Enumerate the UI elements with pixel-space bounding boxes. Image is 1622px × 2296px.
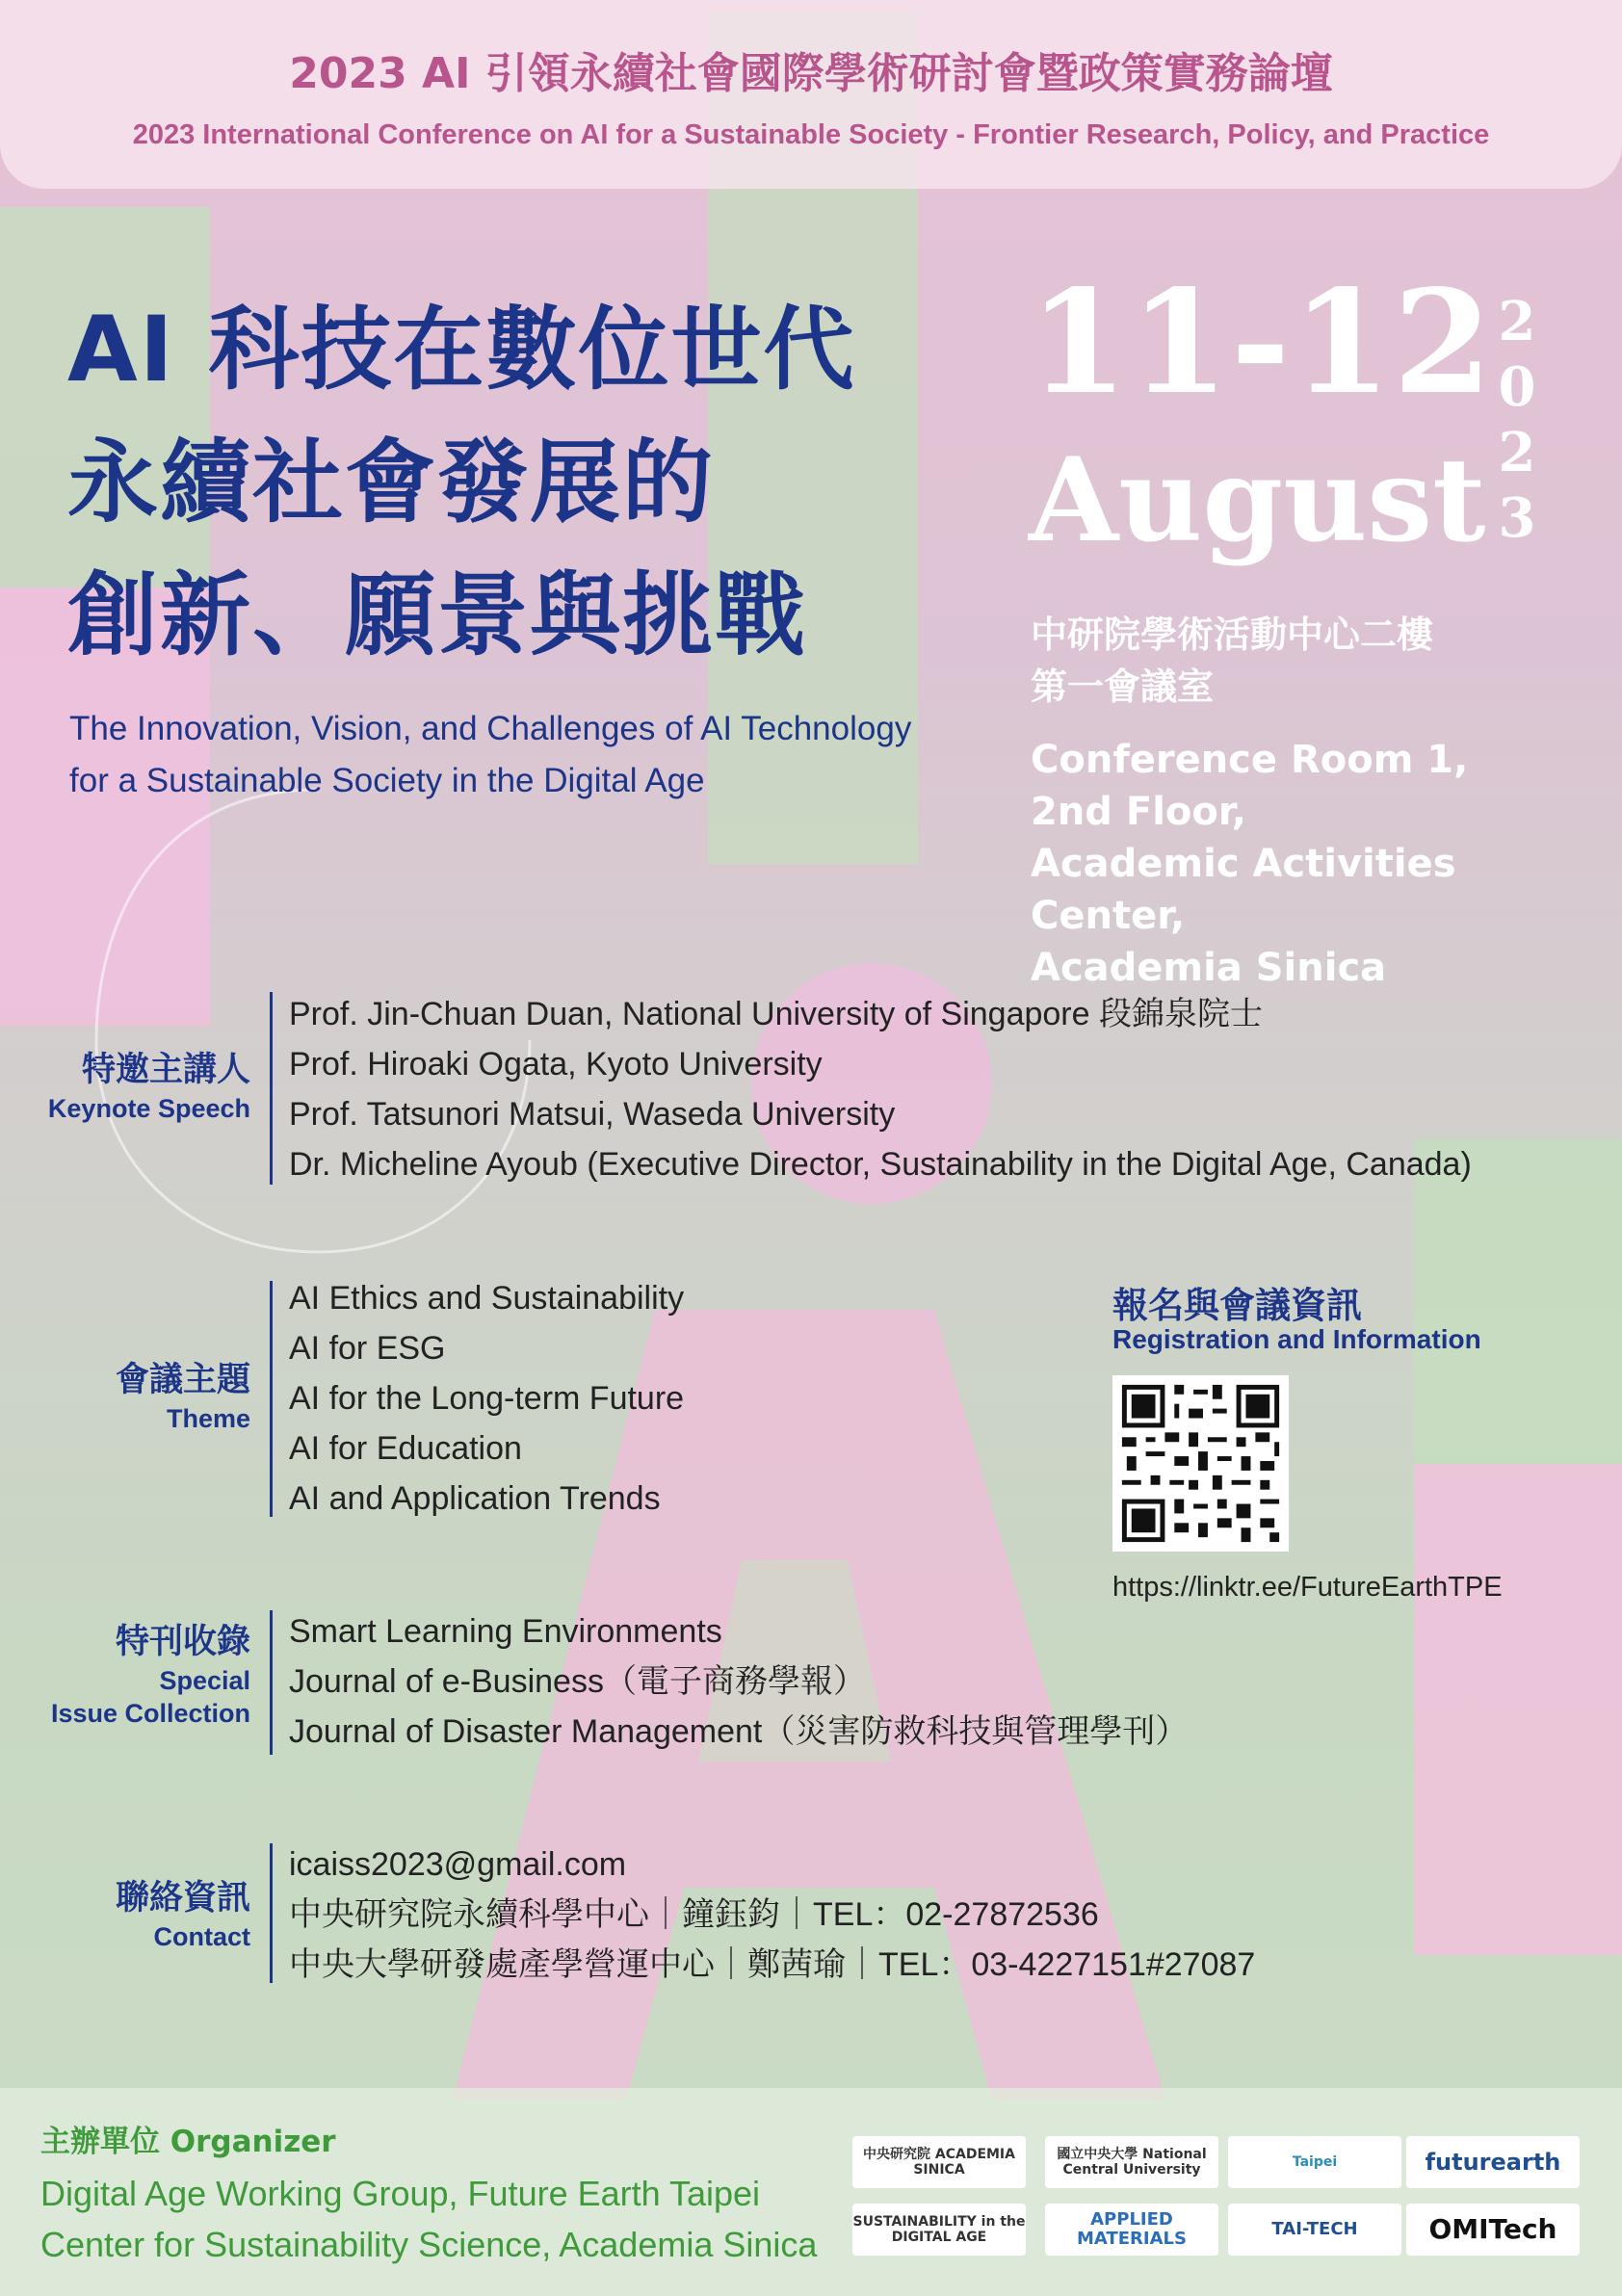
venue-zh-line: 第一會議室 — [1031, 665, 1215, 708]
year-digit: 0 — [1498, 355, 1536, 419]
main-title-line: 永續社會發展的 — [67, 430, 716, 535]
registration-title-en: Registration and Information — [1112, 1324, 1481, 1354]
contact-email-link[interactable]: icaiss2023@gmail.com — [289, 1846, 627, 1883]
logo-text: SUSTAINABILITY in the DIGITAL AGE — [852, 2214, 1026, 2245]
logo-text: futurearth — [1425, 2149, 1561, 2176]
event-year — [1493, 289, 1541, 551]
registration-qr-code[interactable] — [1112, 1375, 1289, 1552]
special-issue-label-en: Special — [159, 1666, 250, 1695]
decorative-pink-block-right — [1414, 1464, 1622, 1955]
main-subtitle — [69, 703, 975, 807]
special-issue-label — [0, 1620, 250, 1730]
keynote-label — [0, 1048, 250, 1125]
keynote-label-zh: 特邀主講人 — [81, 1051, 250, 1089]
venue-en — [1031, 734, 1622, 994]
special-issue-label-zh: 特刊收錄 — [115, 1623, 250, 1661]
venue-en-line: Academia Sinica — [1031, 946, 1387, 990]
subtitle-line: for a Sustainable Society in the Digital Age — [69, 762, 705, 799]
venue-en-line: Conference Room 1, — [1031, 738, 1469, 782]
contact-label — [0, 1876, 250, 1953]
main-title-line: AI 科技在數位世代 — [67, 298, 856, 403]
applied-materials-logo — [1045, 2204, 1218, 2256]
sustainability-digital-age-logo — [852, 2204, 1026, 2256]
future-earth-logo — [1406, 2136, 1580, 2188]
keynote-list — [289, 989, 1472, 1189]
venue-zh-line: 中研院學術活動中心二樓 — [1031, 613, 1434, 656]
ncu-logo — [1045, 2136, 1218, 2188]
contact-list — [289, 1839, 1255, 1990]
subtitle-line: The Innovation, Vision, and Challenges of AI Technology — [69, 710, 912, 747]
registration-url-link[interactable]: https://linktr.ee/FutureEarthTPE — [1112, 1572, 1503, 1603]
event-days: 11-12 — [1029, 258, 1495, 426]
keynote-item: Prof. Tatsunori Matsui, Waseda University — [289, 1096, 896, 1133]
keynote-item: Dr. Micheline Ayoub (Executive Director, Sustainability in the Digital Age, Canada) — [289, 1146, 1472, 1183]
keynote-item: Prof. Jin-Chuan Duan, National University of Singapore 段錦泉院士 — [289, 996, 1263, 1032]
special-issue-item: Journal of e-Business（電子商務學報） — [289, 1663, 866, 1700]
logo-text: 國立中央大學 National Central University — [1057, 2147, 1207, 2178]
logo-text: Taipei — [1292, 2154, 1338, 2170]
organizer-title: 主辦單位 Organizer — [40, 2125, 336, 2159]
logo-text: TAI-TECH — [1271, 2219, 1358, 2239]
theme-label-zh: 會議主題 — [115, 1361, 250, 1399]
logo-text: 中央研究院 ACADEMIA SINICA — [863, 2147, 1015, 2178]
special-issue-list — [289, 1606, 1188, 1757]
year-digit: 2 — [1498, 290, 1536, 353]
contact-item: 中央大學研發處產學營運中心｜鄭茜瑜｜TEL：03-4227151#27087 — [289, 1946, 1256, 1983]
theme-list — [289, 1273, 684, 1524]
theme-item: AI for the Long-term Future — [289, 1380, 685, 1417]
section-divider — [270, 992, 273, 1185]
theme-item: AI Ethics and Sustainability — [289, 1280, 685, 1317]
theme-item: AI for ESG — [289, 1330, 446, 1367]
special-issue-label-en: Issue Collection — [50, 1699, 250, 1728]
logo-text: APPLIED MATERIALS — [1077, 2209, 1187, 2249]
contact-label-zh: 聯絡資訊 — [115, 1879, 250, 1918]
venue-en-line: Academic Activities Center, — [1031, 842, 1456, 938]
logo-text: OMITech — [1428, 2213, 1557, 2245]
venue-en-line: 2nd Floor, — [1031, 790, 1246, 834]
venue-zh — [1031, 609, 1433, 713]
event-month: August — [1029, 432, 1486, 568]
section-divider — [270, 1281, 273, 1517]
theme-label-en: Theme — [166, 1404, 250, 1433]
year-digit: 2 — [1498, 421, 1536, 484]
registration-title-zh: 報名與會議資訊 — [1112, 1285, 1362, 1326]
conference-title-en: 2023 International Conference on AI for a Sustainable Society - Frontier Research, Policy, and Practice — [132, 119, 1490, 150]
contact-label-en: Contact — [153, 1922, 250, 1951]
special-issue-item: Journal of Disaster Management（災害防救科技與管理學刊） — [289, 1713, 1189, 1750]
special-issue-item: Smart Learning Environments — [289, 1613, 722, 1650]
section-divider — [270, 1843, 273, 1983]
contact-item: 中央研究院永續科學中心｜鐘鈺鈞｜TEL：02-27872536 — [289, 1896, 1099, 1933]
academia-sinica-logo — [852, 2136, 1026, 2188]
theme-item: AI and Application Trends — [289, 1480, 661, 1517]
organizer-line: Center for Sustainability Science, Academia Sinica — [40, 2225, 818, 2264]
keynote-item: Prof. Hiroaki Ogata, Kyoto University — [289, 1046, 823, 1083]
section-divider — [270, 1610, 273, 1755]
conference-title-zh: 2023 AI 引領永續社會國際學術研討會暨政策實務論壇 — [289, 49, 1333, 98]
tai-tech-logo — [1228, 2204, 1401, 2256]
main-title-line: 創新、願景與挑戰 — [67, 563, 808, 668]
keynote-label-en: Keynote Speech — [47, 1094, 250, 1123]
year-digit: 3 — [1498, 486, 1536, 550]
theme-label — [0, 1358, 250, 1435]
theme-item: AI for Education — [289, 1430, 522, 1467]
omitech-logo — [1406, 2204, 1580, 2256]
main-title — [67, 284, 1021, 683]
taipei-logo — [1228, 2136, 1401, 2188]
organizer-line: Digital Age Working Group, Future Earth Taipei — [40, 2174, 761, 2213]
